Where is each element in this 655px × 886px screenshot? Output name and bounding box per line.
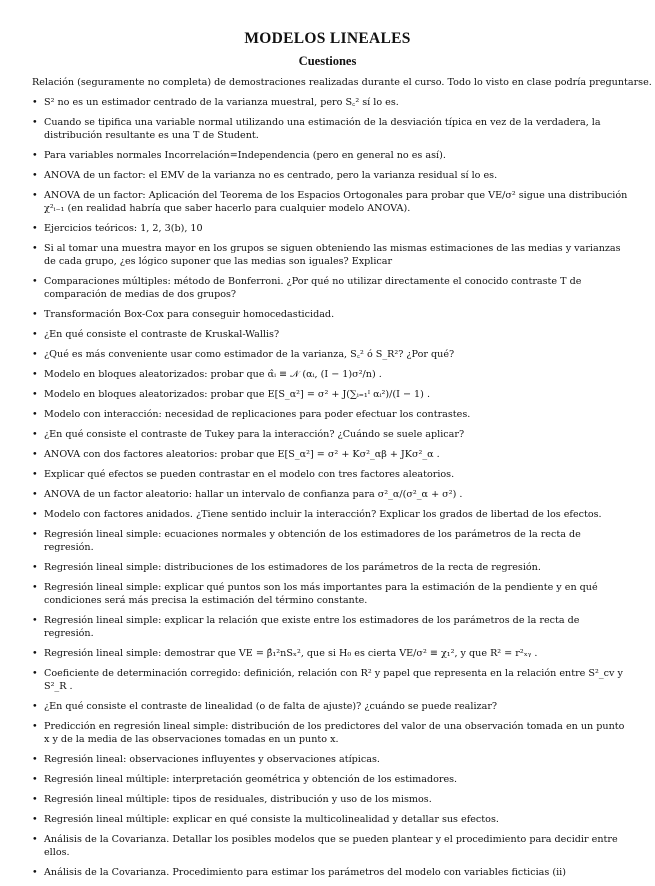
question-text: Regresión lineal: observaciones influyentes y observaciones atípicas. bbox=[44, 754, 380, 765]
bullet-icon: • bbox=[32, 117, 38, 128]
question-item bbox=[32, 242, 628, 268]
question-text: Explicar qué efectos se pueden contrastar en el modelo con tres factores aleatorios. bbox=[44, 469, 455, 480]
question-text: Regresión lineal simple: explicar qué puntos son los más importantes para la estimación de la pendiente y en qué condiciones será más precisa la estimación del término constante. bbox=[44, 582, 598, 606]
question-text: Regresión lineal simple: demostrar que VE = β̂₁²nSₓ², que si H₀ es cierta VE/σ² ≡ χ₁², y que R² = r²ₓᵧ . bbox=[44, 648, 538, 659]
question-text: Análisis de la Covarianza. Procedimiento para estimar los parámetros del modelo con variables ficticias (ii) bbox=[44, 867, 566, 878]
bullet-icon: • bbox=[32, 309, 38, 320]
question-item bbox=[32, 488, 628, 501]
bullet-icon: • bbox=[32, 615, 38, 626]
bullet-icon: • bbox=[32, 721, 38, 732]
question-item bbox=[32, 408, 628, 421]
question-item bbox=[32, 700, 628, 713]
question-text: Predicción en regresión lineal simple: distribución de los predictores del valor de una observación tomada en un punto x y de la media de las observaciones tomadas en un punto x. bbox=[44, 721, 625, 745]
question-item bbox=[32, 528, 628, 554]
bullet-icon: • bbox=[32, 389, 38, 400]
question-list bbox=[32, 96, 628, 886]
question-item bbox=[32, 368, 628, 381]
question-text: ¿En qué consiste el contraste de Kruskal-Wallis? bbox=[44, 329, 280, 340]
question-item bbox=[32, 508, 628, 521]
question-text: Modelo con interacción: necesidad de replicaciones para poder efectuar los contrastes. bbox=[44, 409, 471, 420]
question-item bbox=[32, 866, 628, 879]
bullet-icon: • bbox=[32, 223, 38, 234]
question-text: Coeficiente de determinación corregido: definición, relación con R² y papel que representa en la relación entre S²_cv y S²_R . bbox=[44, 668, 623, 692]
question-item bbox=[32, 614, 628, 640]
question-item bbox=[32, 561, 628, 574]
question-text: Para variables normales Incorrelación=Independencia (pero en general no es así). bbox=[44, 150, 446, 161]
bullet-icon: • bbox=[32, 469, 38, 480]
question-item bbox=[32, 96, 628, 109]
intro-paragraph: Relación (seguramente no completa) de demostraciones realizadas durante el curso. Todo lo visto en clase podría preguntarse. bbox=[32, 77, 652, 88]
question-item bbox=[32, 793, 628, 806]
question-text: ANOVA de un factor aleatorio: hallar un intervalo de confianza para σ²_α/(σ²_α + σ²) . bbox=[44, 489, 463, 500]
question-text: ¿En qué consiste el contraste de Tukey para la interacción? ¿Cuándo se suele aplicar? bbox=[44, 429, 465, 440]
bullet-icon: • bbox=[32, 97, 38, 108]
question-item bbox=[32, 222, 628, 235]
question-text: Regresión lineal simple: explicar la relación que existe entre los estimadores de los parámetros de la recta de regresión. bbox=[44, 615, 580, 639]
bullet-icon: • bbox=[32, 701, 38, 712]
bullet-icon: • bbox=[32, 489, 38, 500]
question-text: Regresión lineal simple: distribuciones de los estimadores de los parámetros de la recta de regresión. bbox=[44, 562, 541, 573]
question-item bbox=[32, 647, 628, 660]
question-item bbox=[32, 581, 628, 607]
question-text: Cuando se tipifica una variable normal utilizando una estimación de la desviación típica en vez de la verdadera, la distribución resultante es una T de Student. bbox=[44, 117, 601, 141]
question-item bbox=[32, 448, 628, 461]
question-item bbox=[32, 149, 628, 162]
question-text: Comparaciones múltiples: método de Bonferroni. ¿Por qué no utilizar directamente el conocido contraste T de comparación de medias de dos grupos? bbox=[44, 276, 582, 300]
bullet-icon: • bbox=[32, 529, 38, 540]
question-text: Transformación Box-Cox para conseguir homocedasticidad. bbox=[44, 309, 335, 320]
question-text: Análisis de la Covarianza. Detallar los posibles modelos que se pueden plantear y el procedimiento para decidir entre ellos. bbox=[44, 834, 618, 858]
question-item bbox=[32, 753, 628, 766]
bullet-icon: • bbox=[32, 276, 38, 287]
question-text: Si al tomar una muestra mayor en los grupos se siguen obteniendo las mismas estimaciones de las medias y varianzas de cada grupo, ¿es lógico suponer que las medias son iguales? Explicar bbox=[44, 243, 621, 267]
question-item bbox=[32, 169, 628, 182]
bullet-icon: • bbox=[32, 349, 38, 360]
question-item bbox=[32, 275, 628, 301]
bullet-icon: • bbox=[32, 190, 38, 201]
question-item bbox=[32, 833, 628, 859]
question-text: ¿Qué es más conveniente usar como estimador de la varianza, S꜀² ó S_R²? ¿Por qué? bbox=[44, 349, 455, 360]
bullet-icon: • bbox=[32, 449, 38, 460]
question-text: S² no es un estimador centrado de la varianza muestral, pero S꜀² sí lo es. bbox=[44, 97, 399, 108]
bullet-icon: • bbox=[32, 774, 38, 785]
document-subtitle: Cuestiones bbox=[298, 54, 357, 68]
question-text: Regresión lineal múltiple: interpretación geométrica y obtención de los estimadores. bbox=[44, 774, 458, 785]
question-text: Modelo en bloques aleatorizados: probar que α̂ᵢ ≡ 𝒩 (αᵢ, (I − 1)σ²/n) . bbox=[44, 369, 382, 380]
bullet-icon: • bbox=[32, 369, 38, 380]
bullet-icon: • bbox=[32, 668, 38, 679]
question-item bbox=[32, 388, 628, 401]
question-item bbox=[32, 189, 628, 215]
question-item bbox=[32, 428, 628, 441]
question-text: Modelo con factores anidados. ¿Tiene sentido incluir la interacción? Explicar los grados de libertad de los efectos. bbox=[44, 509, 602, 520]
bullet-icon: • bbox=[32, 582, 38, 593]
bullet-icon: • bbox=[32, 509, 38, 520]
question-item bbox=[32, 308, 628, 321]
bullet-icon: • bbox=[32, 150, 38, 161]
question-text: ANOVA de un factor: Aplicación del Teorema de los Espacios Ortogonales para probar que VE/σ² sigue una distribución χ²ᵢ₋₁ (en realidad habría que saber hacerlo para cualquier modelo ANOVA). bbox=[44, 190, 628, 214]
question-text: ANOVA con dos factores aleatorios: probar que E[S_α²] = σ² + Kσ²_αβ + JKσ²_α . bbox=[44, 449, 440, 460]
bullet-icon: • bbox=[32, 409, 38, 420]
question-text: Regresión lineal simple: ecuaciones normales y obtención de los estimadores de los parámetros de la recta de regresión. bbox=[44, 529, 581, 553]
question-text: Regresión lineal múltiple: explicar en qué consiste la multicolinealidad y detallar sus efectos. bbox=[44, 814, 499, 825]
bullet-icon: • bbox=[32, 562, 38, 573]
bullet-icon: • bbox=[32, 814, 38, 825]
question-item bbox=[32, 813, 628, 826]
question-item bbox=[32, 773, 628, 786]
question-text: Regresión lineal múltiple: tipos de residuales, distribución y uso de los mismos. bbox=[44, 794, 432, 805]
question-item bbox=[32, 348, 628, 361]
bullet-icon: • bbox=[32, 867, 38, 878]
bullet-icon: • bbox=[32, 648, 38, 659]
bullet-icon: • bbox=[32, 794, 38, 805]
bullet-icon: • bbox=[32, 170, 38, 181]
bullet-icon: • bbox=[32, 429, 38, 440]
bullet-icon: • bbox=[32, 834, 38, 845]
question-text: Modelo en bloques aleatorizados: probar que E[S_α²] = σ² + J(∑ᵢ₌₁ᴵ αᵢ²)/(I − 1) . bbox=[44, 389, 430, 400]
question-text: ¿En qué consiste el contraste de linealidad (o de falta de ajuste)? ¿cuándo se puede realizar? bbox=[44, 701, 498, 712]
document-title: MODELOS LINEALES bbox=[244, 30, 411, 47]
bullet-icon: • bbox=[32, 329, 38, 340]
bullet-icon: • bbox=[32, 754, 38, 765]
question-text: ANOVA de un factor: el EMV de la varianza no es centrado, pero la varianza residual sí lo es. bbox=[44, 170, 498, 181]
question-item bbox=[32, 328, 628, 341]
question-item bbox=[32, 720, 628, 746]
question-item bbox=[32, 667, 628, 693]
question-item bbox=[32, 468, 628, 481]
bullet-icon: • bbox=[32, 243, 38, 254]
question-text: Ejercicios teóricos: 1, 2, 3(b), 10 bbox=[44, 223, 203, 234]
question-item bbox=[32, 116, 628, 142]
